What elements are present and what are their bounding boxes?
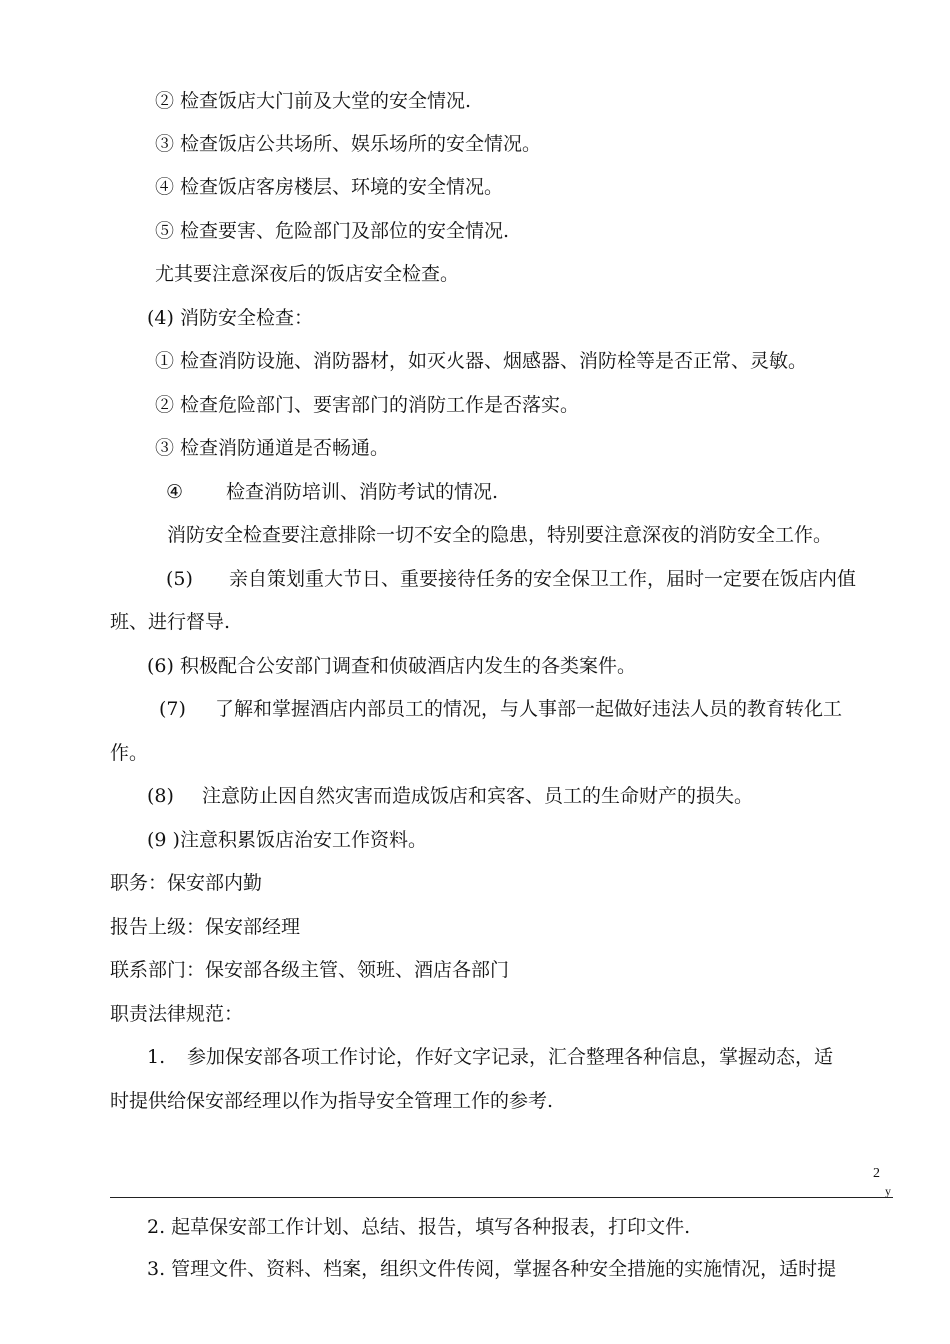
page-number: 2 (873, 1166, 880, 1181)
list-marker: (7) (159, 698, 186, 720)
page-divider (110, 1197, 893, 1198)
text-line: ⑤ 检查要害、危险部门及部位的安全情况. (155, 220, 510, 242)
text-line: 消防安全检查要注意排除一切不安全的隐患，特别要注意深夜的消防安全工作。 (167, 524, 833, 546)
list-marker: (8) (147, 785, 174, 807)
footer-mark: y (885, 1184, 891, 1198)
section-heading: 职责法律规范： (110, 1003, 244, 1025)
text-line: ④ 检查饭店客房楼层、环境的安全情况。 (155, 176, 504, 198)
job-title-line: 职务：保安部内勤 (110, 872, 263, 894)
text-line: 2. 起草保安部工作计划、总结、报告，填写各种报表，打印文件. (147, 1216, 691, 1238)
text-line: ① 检查消防设施、消防器材，如灭火器、烟感器、消防栓等是否正常、灵敏。 (155, 350, 808, 372)
text-line: 尤其要注意深夜后的饭店安全检查。 (155, 263, 460, 285)
text-line: 了解和掌握酒店内部员工的情况，与人事部一起做好违法人员的教育转化工 (215, 698, 843, 720)
text-line: 作。 (110, 742, 149, 764)
text-line: ② 检查危险部门、要害部门的消防工作是否落实。 (155, 394, 580, 416)
text-line: 时提供给保安部经理以作为指导安全管理工作的参考. (110, 1090, 554, 1112)
text-line: ③ 检查饭店公共场所、娱乐场所的安全情况。 (155, 133, 542, 155)
list-marker: ④ (166, 481, 184, 503)
section-heading: (4) 消防安全检查： (147, 307, 313, 329)
list-marker: 1. (147, 1046, 166, 1068)
text-line: 注意防止因自然灾害而造成饭店和宾客、员工的生命财产的损失。 (202, 785, 754, 807)
text-line: 亲自策划重大节日、重要接待任务的安全保卫工作，届时一定要在饭店内值 (229, 568, 857, 590)
list-marker: (5) (166, 568, 193, 590)
report-to-line: 报告上级：保安部经理 (110, 916, 301, 938)
contact-departments-line: 联系部门：保安部各级主管、领班、酒店各部门 (110, 959, 510, 981)
text-line: (6) 积极配合公安部门调查和侦破酒店内发生的各类案件。 (147, 655, 636, 677)
text-line: (9 )注意积累饭店治安工作资料。 (147, 829, 427, 851)
text-line: 参加保安部各项工作讨论，作好文字记录，汇合整理各种信息，掌握动态，适 (187, 1046, 834, 1068)
text-line: 班、进行督导. (110, 611, 231, 633)
text-line: 检查消防培训、消防考试的情况. (226, 481, 499, 503)
text-line: ③ 检查消防通道是否畅通。 (155, 437, 390, 459)
text-line: ② 检查饭店大门前及大堂的安全情况. (155, 90, 472, 112)
text-line: 3. 管理文件、资料、档案，组织文件传阅，掌握各种安全措施的实施情况，适时提 (147, 1258, 837, 1280)
